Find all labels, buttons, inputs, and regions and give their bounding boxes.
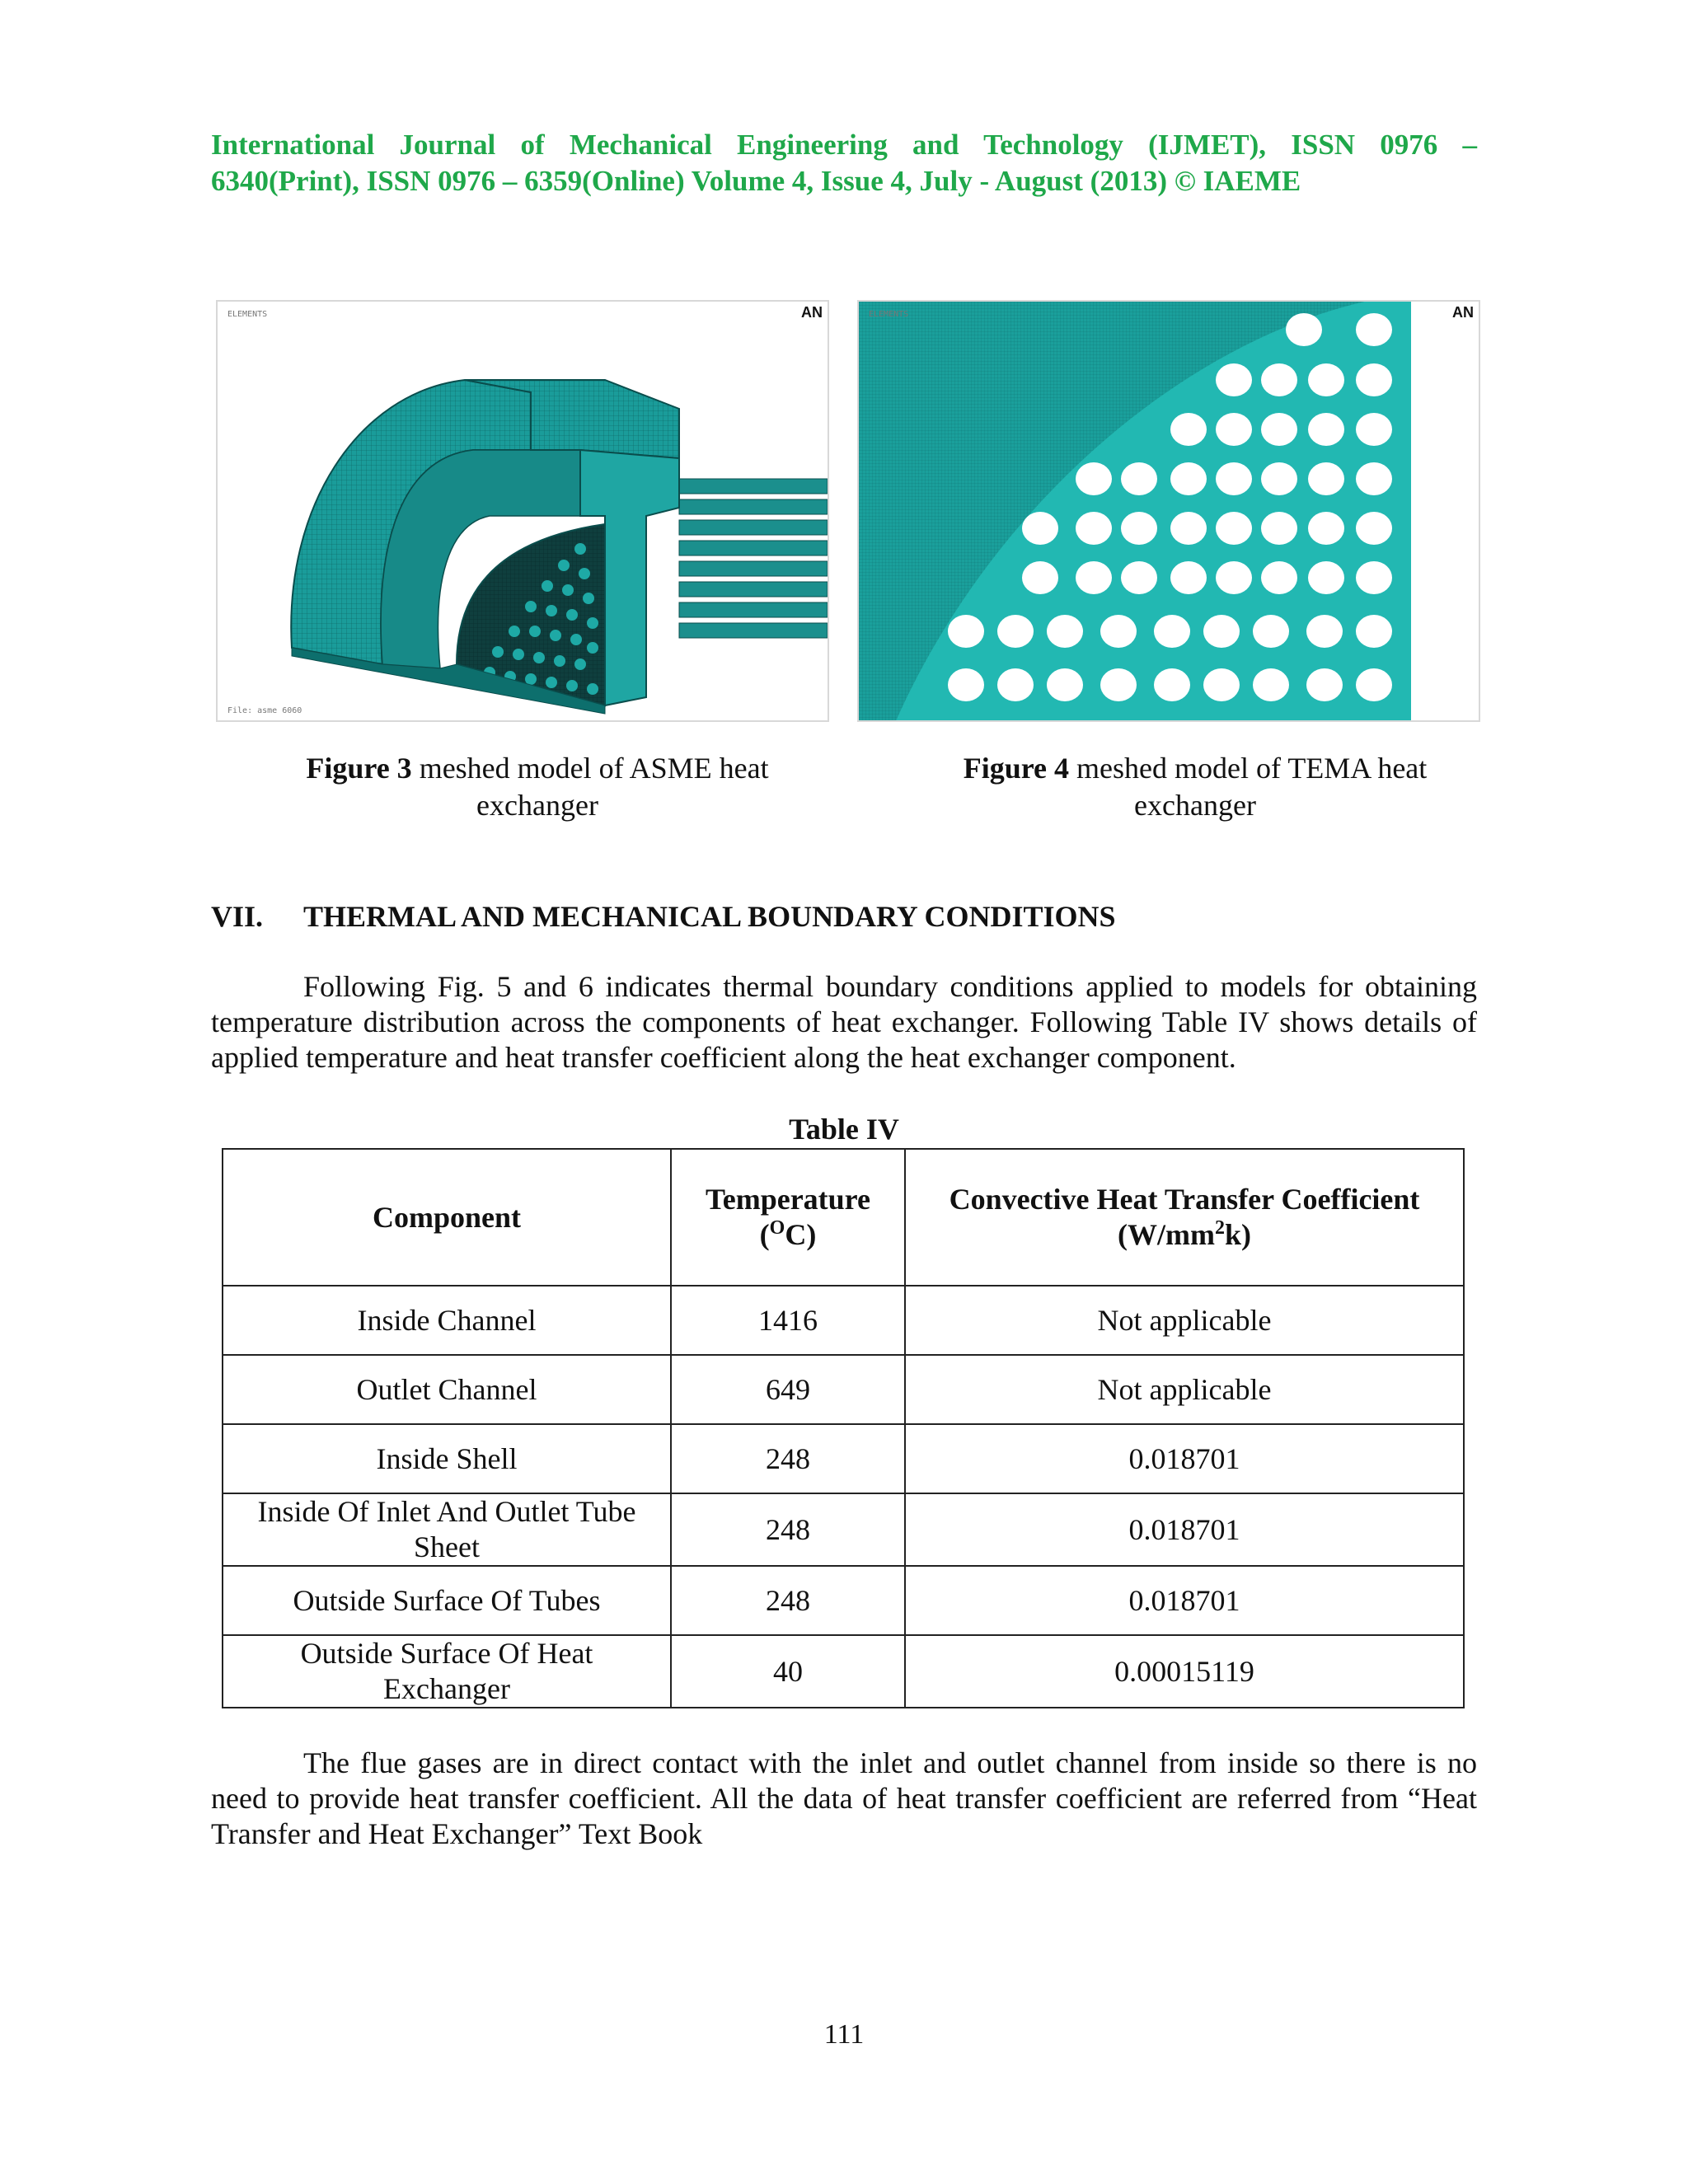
cell-temperature: 40 — [671, 1635, 905, 1708]
table-header-row — [223, 1149, 1464, 1286]
table-caption: Table IV — [789, 1113, 899, 1146]
cell-coefficient: Not applicable — [905, 1286, 1464, 1355]
section-heading — [211, 898, 1116, 935]
paragraph-2: The flue gases are in direct contact with the inlet and outlet channel from inside so there is no need to provide heat transfer coefficient. All the data of heat transfer coefficient are referred from “Heat Transfer and Heat Exchanger” Text Book — [211, 1746, 1477, 1850]
figure-3-caption — [274, 750, 801, 824]
table-row — [223, 1635, 1464, 1708]
plot-file-label: File: asme 6060 — [227, 706, 302, 715]
cell-coefficient: 0.018701 — [905, 1424, 1464, 1493]
cell-component: Outside Surface Of Tubes — [223, 1566, 671, 1635]
cell-component: Inside Shell — [223, 1424, 671, 1493]
cell-temperature: 248 — [671, 1566, 905, 1635]
header-component: Component — [223, 1149, 671, 1286]
table-row — [223, 1424, 1464, 1493]
page-number: 111 — [823, 2019, 865, 2050]
figure-4-caption — [923, 750, 1467, 824]
plot-elements-label: ELEMENTS — [227, 310, 268, 319]
ansys-logo: AN — [1452, 304, 1474, 321]
cell-component: Inside Of Inlet And Outlet Tube Sheet — [223, 1493, 671, 1566]
asme-mesh-illustration — [218, 302, 828, 720]
tema-mesh-illustration — [859, 302, 1479, 720]
cell-coefficient: Not applicable — [905, 1355, 1464, 1424]
ansys-logo: AN — [801, 304, 823, 321]
cell-temperature: 248 — [671, 1493, 905, 1566]
header-temperature: Temperature ($^O$C) — [671, 1149, 905, 1286]
table-row — [223, 1355, 1464, 1424]
section-title: THERMAL AND MECHANICAL BOUNDARY CONDITIONS — [303, 900, 1116, 933]
figure-4-image — [857, 300, 1480, 722]
cell-coefficient: 0.00015119 — [905, 1635, 1464, 1708]
cell-temperature: 1416 — [671, 1286, 905, 1355]
figure-4-caption-text: meshed model of TEMA heat exchanger — [1076, 752, 1428, 822]
cell-temperature: 649 — [671, 1355, 905, 1424]
paragraph-1: Following Fig. 5 and 6 indicates thermal boundary conditions applied to models for obtaining temperature distribution across the components of heat exchanger. Following Table IV shows details of applied temperature and heat transfer coefficient along the heat exchanger component. — [211, 970, 1477, 1074]
cell-temperature: 248 — [671, 1424, 905, 1493]
cell-coefficient: 0.018701 — [905, 1566, 1464, 1635]
plot-elements-label: ELEMENTS — [869, 310, 909, 319]
boundary-conditions-table — [222, 1148, 1465, 1708]
journal-header-line-1: International Journal of Mechanical Engineering and Technology (IJMET), ISSN 0976 – — [211, 129, 1477, 161]
table-row — [223, 1286, 1464, 1355]
header-coefficient: Convective Heat Transfer Coefficient $(W/mm^2k)$ — [905, 1149, 1464, 1286]
journal-header — [211, 127, 1477, 199]
cell-coefficient: 0.018701 — [905, 1493, 1464, 1566]
figure-3-caption-text: meshed model of ASME heat exchanger — [419, 752, 769, 822]
figure-3-image — [216, 300, 829, 722]
journal-header-line-2: 6340(Print), ISSN 0976 – 6359(Online) Volume 4, Issue 4, July - August (2013) © IAEME — [211, 165, 1301, 197]
table-row — [223, 1566, 1464, 1635]
section-number: VII. — [211, 900, 264, 933]
table-row — [223, 1493, 1464, 1566]
cell-component: Inside Channel — [223, 1286, 671, 1355]
figure-3-label: Figure 3 — [306, 752, 412, 785]
cell-component: Outside Surface Of Heat Exchanger — [223, 1635, 671, 1708]
figure-4-label: Figure 4 — [963, 752, 1070, 785]
cell-component: Outlet Channel — [223, 1355, 671, 1424]
